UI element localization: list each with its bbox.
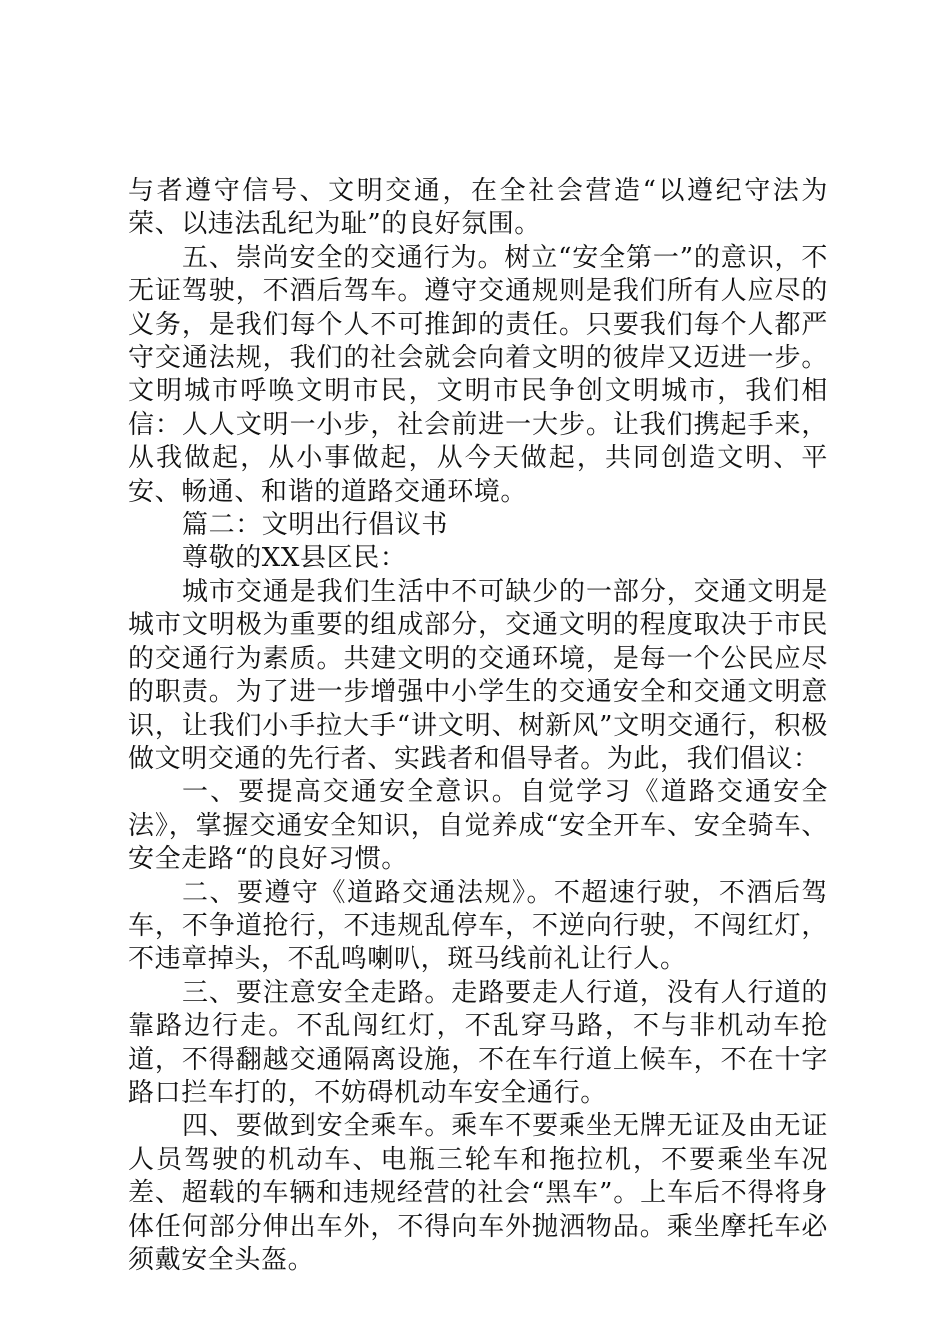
paragraph-point-three: 三、要注意安全走路。走路要走人行道，没有人行道的靠路边行走。不乱闯红灯，不乱穿马路，不与非机动车抢道，不得翻越交通隔离设施，不在车行道上候车，不在十字路口拦车打的，不妨碍机动车安全通行。 [128, 977, 828, 1108]
paragraph-point-five: 五、崇尚安全的交通行为。树立“安全第一”的意识，不无证驾驶，不酒后驾车。遵守交通规则是我们所有人应尽的义务，是我们每个人不可推卸的责任。只要我们每个人都严守交通法规，我们的社会就会向着文明的彼岸又迈进一步。文明城市呼唤文明市民，文明市民争创文明城市，我们相信：人人文明一小步，社会前进一大步。让我们携起手来，从我做起，从小事做起，从今天做起，共同创造文明、平安、畅通、和谐的道路交通环境。 [128, 242, 828, 507]
paragraph-continuation: 与者遵守信号、文明交通，在全社会营造“以遵纪守法为荣、以违法乱纪为耻”的良好氛围。 [128, 176, 828, 240]
section-heading: 篇二：文明出行倡议书 [182, 510, 449, 541]
paragraph-intro: 城市交通是我们生活中不可缺少的一部分，交通文明是城市文明极为重要的组成部分，交通文明的程度取决于市民的交通行为素质。共建文明的交通环境，是每一个公民应尽的职责。为了进一步增强中小学生的交通安全和交通文明意识，让我们小手拉大手“讲文明、树新风”文明交通行，积极做文明交通的先行者、实践者和倡导者。为此，我们倡议： [128, 576, 828, 774]
document-body [128, 175, 828, 1277]
paragraph-point-one: 一、要提高交通安全意识。自觉学习《道路交通安全法》，掌握交通安全知识，自觉养成“安全开车、安全骑车、安全走路“的良好习惯。 [128, 777, 828, 875]
paragraph-point-two: 二、要遵守《道路交通法规》。不超速行驶，不酒后驾车，不争道抢行，不违规乱停车，不逆向行驶，不闯红灯，不违章掉头，不乱鸣喇叭，斑马线前礼让行人。 [128, 877, 828, 975]
salutation: 尊敬的XX县区民： [182, 543, 407, 574]
paragraph-point-four: 四、要做到安全乘车。乘车不要乘坐无牌无证及由无证人员驾驶的机动车、电瓶三轮车和拖拉机，不要乘坐车况差、超载的车辆和违规经营的社会“黑车”。上车后不得将身体任何部分伸出车外，不得向车外抛洒物品。乘坐摩托车必须戴安全头盔。 [128, 1111, 828, 1275]
